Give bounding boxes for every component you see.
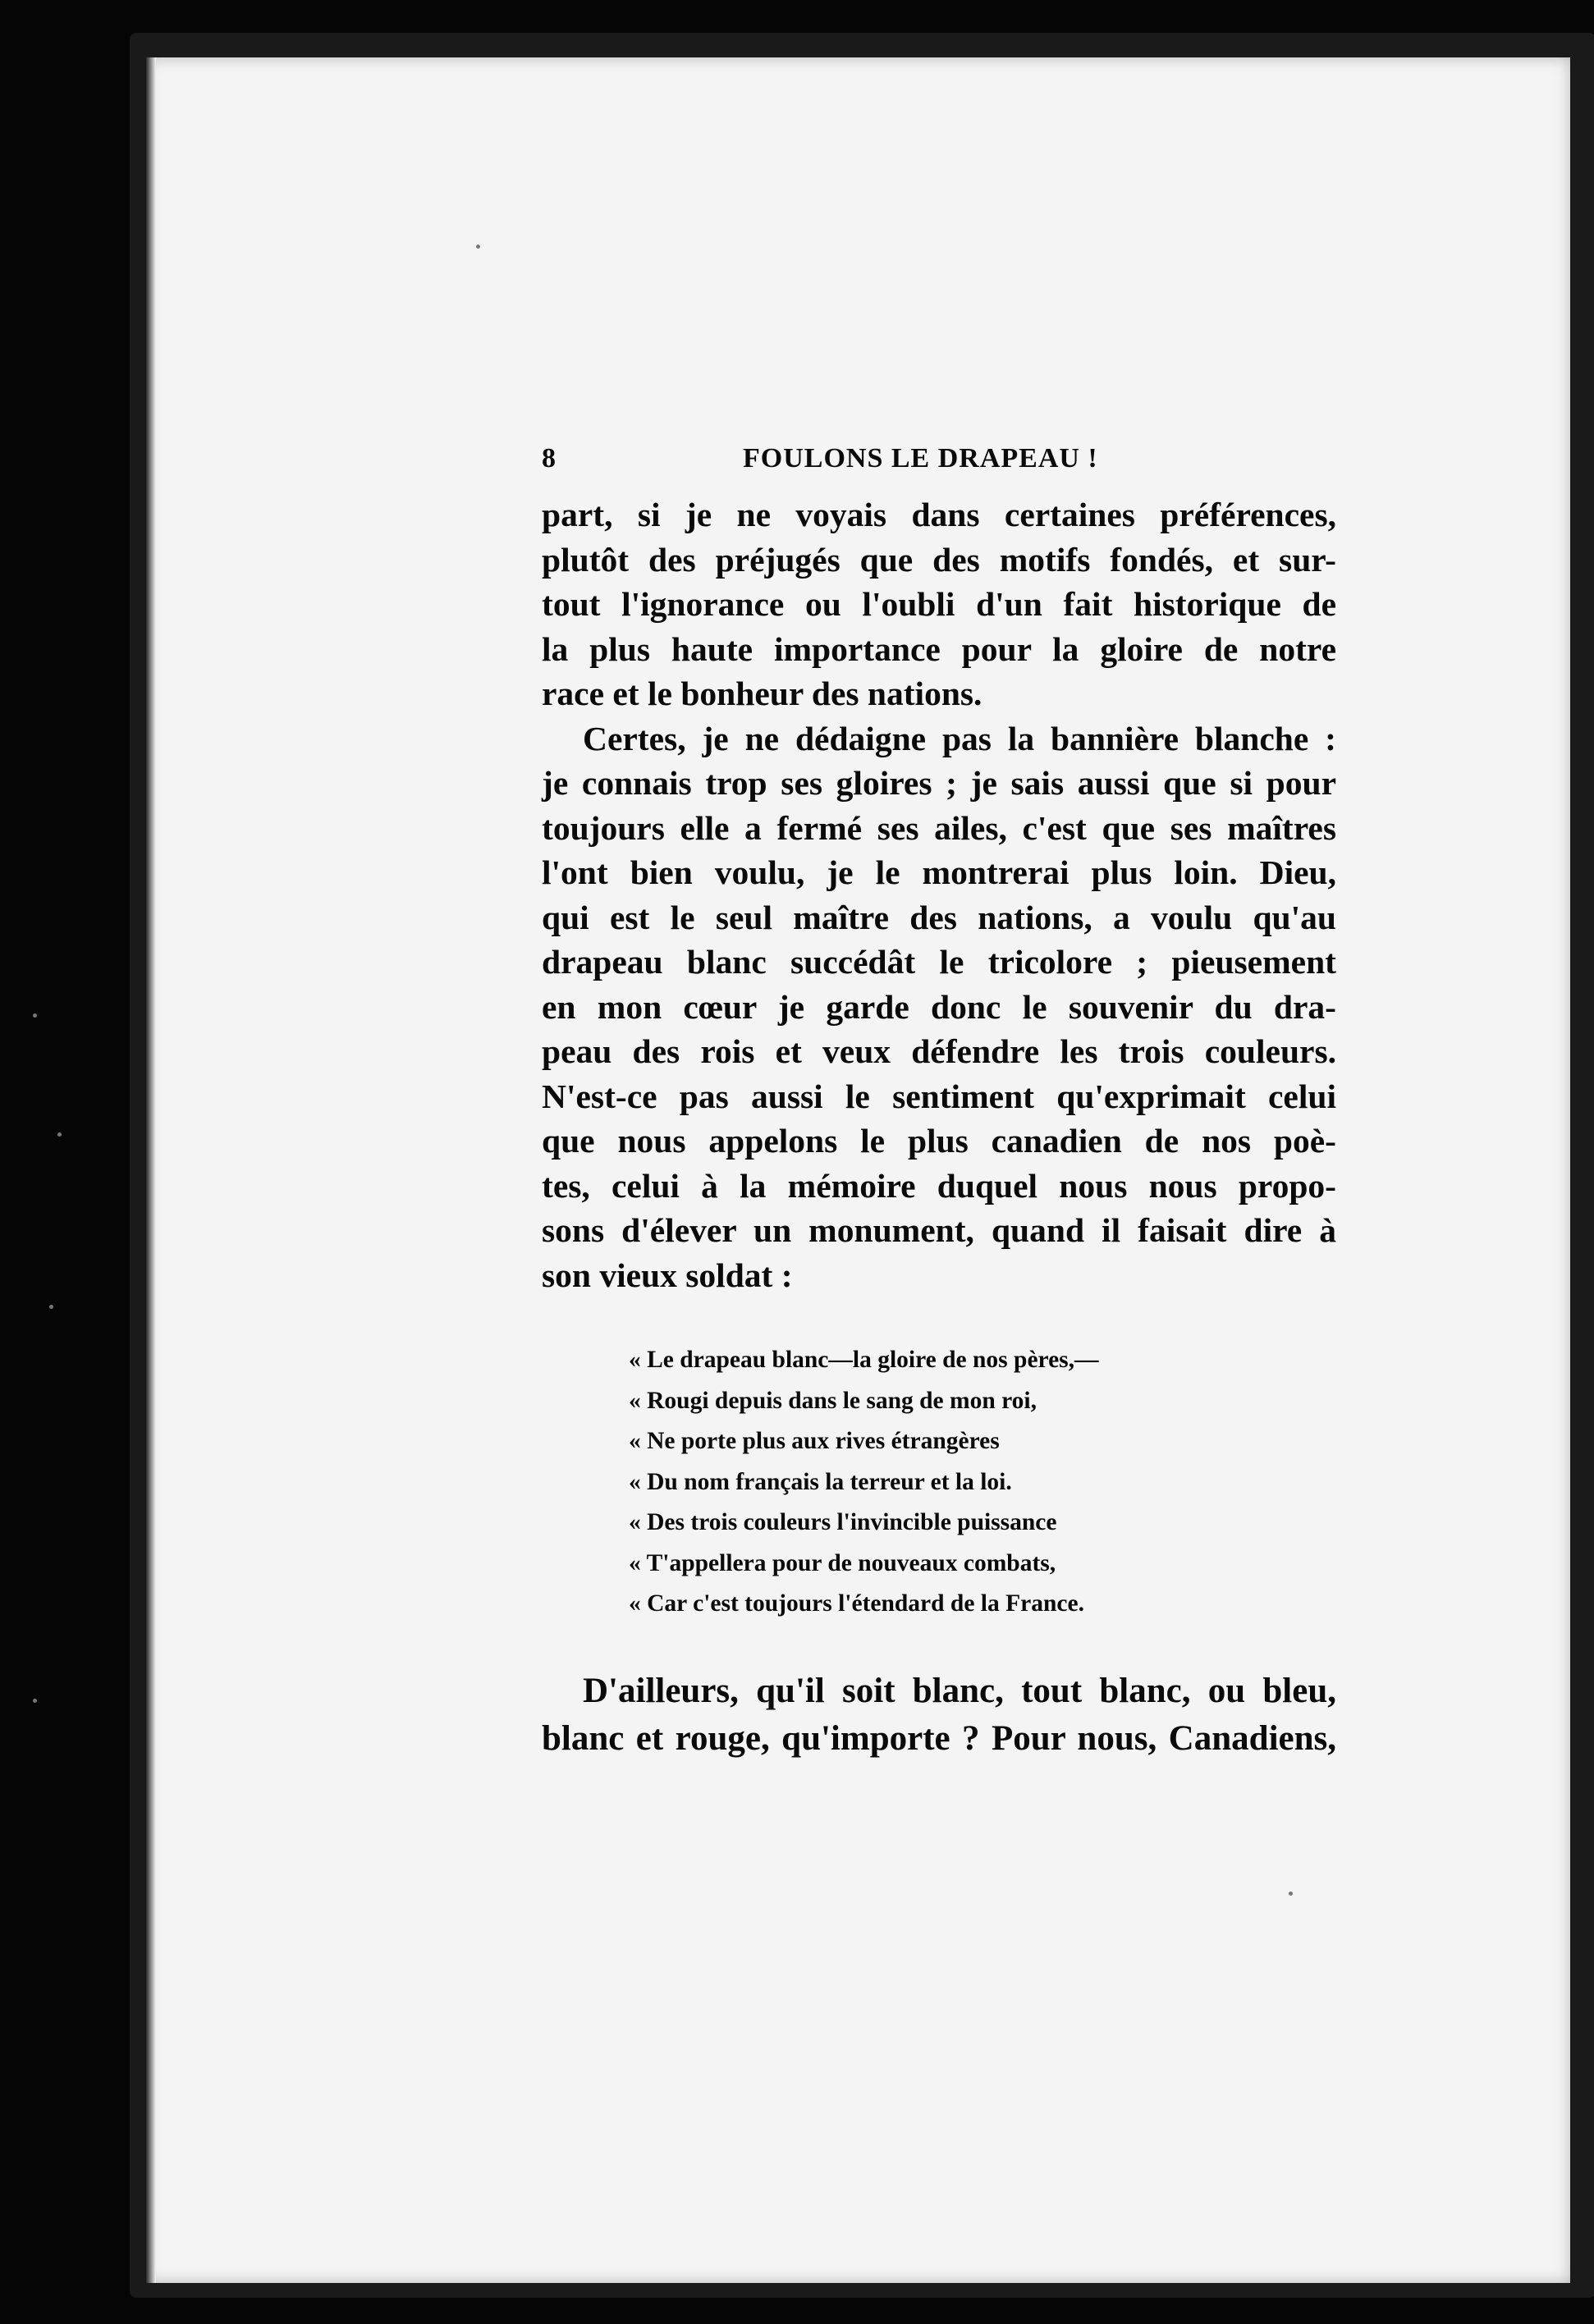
text-line: Certes, je ne dédaigne pas la bannière blanche : [583, 719, 1336, 757]
text-line: blanc et rouge, qu'importe ? Pour nous, Canadiens, [542, 1718, 1336, 1758]
text-line: l'ont bien voulu, je le montrerai plus loin. Dieu, [542, 853, 1336, 891]
verse-line: « Rougi depuis dans le sang de mon roi, [629, 1387, 1037, 1414]
text-line: part, si je ne voyais dans certaines préférences, [542, 496, 1336, 533]
verse-quotation [542, 1340, 1336, 1625]
text-line: peau des rois et veux défendre les trois couleurs. [542, 1032, 1336, 1070]
text-line: toujours elle a fermé ses ailes, c'est que ses maîtres [542, 808, 1336, 847]
paragraph-3 [542, 1668, 1336, 1763]
scan-speck [33, 1013, 37, 1018]
running-title: FOULONS LE DRAPEAU ! [743, 443, 1098, 473]
text-line: qui est le seul maître des nations, a voulu qu'au [542, 898, 1336, 936]
text-line: sons d'élever un monument, quand il faisait dire à [542, 1211, 1336, 1249]
verse-line: « Des trois couleurs l'invincible puissance [629, 1509, 1057, 1535]
text-line: drapeau blanc succédât le tricolore ; pieusement [542, 943, 1336, 981]
paragraph-1 [542, 492, 1336, 716]
verse-line: « Du nom français la terreur et la loi. [629, 1468, 1012, 1495]
text-line: plutôt des préjugés que des motifs fondés, et sur- [542, 540, 1336, 579]
text-line: que nous appelons le plus canadien de nos poè- [542, 1122, 1336, 1160]
running-head [542, 443, 1336, 492]
text-line: N'est-ce pas aussi le sentiment qu'exprimait celui [542, 1077, 1336, 1115]
page-number: 8 [542, 443, 557, 473]
page-text [542, 443, 1336, 1763]
verse-line: « Le drapeau blanc—la gloire de nos pères,— [629, 1347, 1099, 1373]
scan-speck [57, 1132, 62, 1137]
text-line: son vieux soldat : [542, 1256, 793, 1294]
scan-speck [49, 1305, 53, 1309]
verse-line: « Ne porte plus aux rives étrangères [629, 1428, 1000, 1454]
scan-speck [1289, 1892, 1293, 1896]
text-line: tes, celui à la mémoire duquel nous nous propo- [542, 1166, 1336, 1205]
scan-speck [476, 245, 480, 249]
scan-speck [33, 1699, 37, 1703]
verse-line: « Car c'est toujours l'étendard de la France. [629, 1590, 1084, 1617]
page-binding-edge [146, 57, 156, 2283]
text-line: en mon cœur je garde donc le souvenir du dra- [542, 987, 1336, 1026]
paragraph-2 [542, 716, 1336, 1298]
text-line: je connais trop ses gloires ; je sais aussi que si pour [542, 764, 1336, 802]
text-line: tout l'ignorance ou l'oubli d'un fait historique de [542, 585, 1336, 623]
verse-line: « T'appellera pour de nouveaux combats, [629, 1549, 1056, 1576]
text-line: race et le bonheur des nations. [542, 675, 983, 712]
text-line: la plus haute importance pour la gloire de notre [542, 629, 1336, 668]
text-line: D'ailleurs, qu'il soit blanc, tout blanc, ou bleu, [583, 1671, 1336, 1710]
